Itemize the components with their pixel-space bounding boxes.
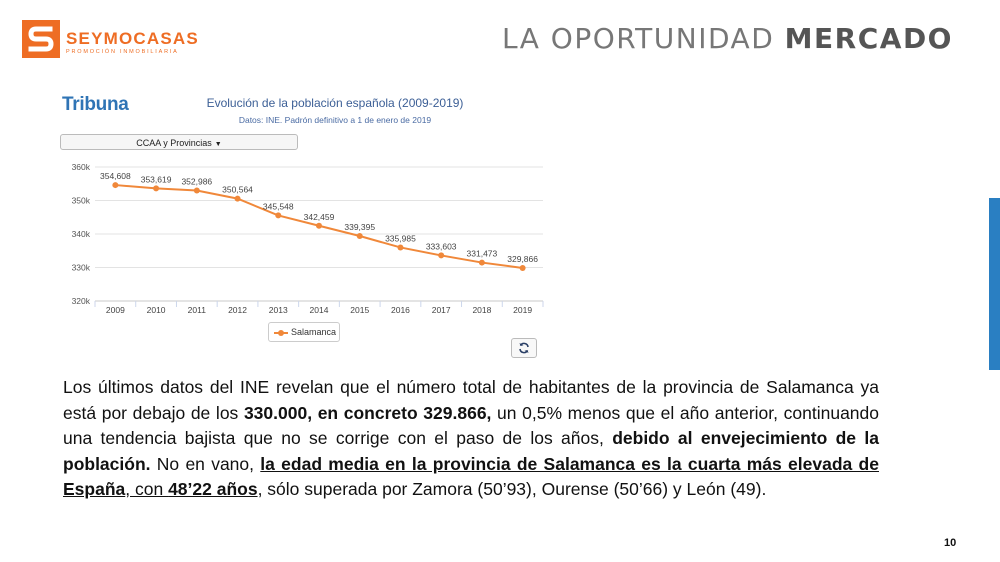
x-tick-label: 2009 — [105, 305, 125, 315]
body-text-1: Los últimos datos del INE revelan que el número total de habitantes de la provincia de Salamanca ya está por debajo de los — [63, 377, 879, 423]
x-tick-label: 2013 — [268, 305, 288, 315]
data-label: 352,986 — [181, 176, 213, 187]
refresh-icon — [518, 342, 530, 354]
data-label: 342,459 — [303, 211, 335, 222]
data-point — [438, 252, 444, 258]
x-tick-label: 2011 — [187, 305, 206, 315]
data-point — [235, 196, 241, 202]
legend-label: Salamanca — [291, 327, 337, 337]
body-bold-2: debido al envejecimiento de la población. — [63, 428, 879, 474]
data-label: 329,866 — [507, 253, 539, 264]
body-underline-1: la edad media en la provincia de Salamanca es la cuarta más elevada de España — [63, 453, 879, 499]
x-tick-label: 2017 — [431, 305, 451, 315]
body-paragraph — [63, 375, 879, 503]
data-point — [479, 260, 485, 266]
body-text-4: , sólo superada por Zamora (50’93), Ourense (50’66) y León (49). — [257, 479, 767, 499]
data-point — [520, 265, 526, 271]
data-label: 339,395 — [344, 222, 376, 233]
y-tick-label: 320k — [71, 296, 90, 306]
x-tick-label: 2014 — [309, 305, 329, 315]
y-tick-label: 350k — [71, 195, 90, 206]
population-line-chart — [0, 0, 560, 320]
x-tick-label: 2018 — [472, 305, 492, 315]
body-underline-2: , con — [125, 479, 169, 499]
data-label: 354,608 — [99, 171, 131, 182]
tribuna-logo: Tribuna — [62, 94, 129, 115]
x-tick-label: 2012 — [228, 305, 248, 315]
x-tick-label: 2015 — [350, 305, 370, 315]
data-point — [153, 185, 159, 191]
data-label: 353,619 — [140, 174, 172, 185]
page-title-light: LA OPORTUNIDAD — [502, 22, 775, 55]
data-label: 345,548 — [262, 201, 294, 212]
x-tick-label: 2016 — [390, 305, 410, 315]
body-bold-1: 330.000, en concreto 329.866, — [243, 402, 492, 423]
legend-marker-icon — [274, 328, 288, 338]
data-point — [316, 223, 322, 229]
logo-name: SEYMOCASAS — [66, 29, 199, 48]
data-point — [194, 187, 200, 193]
logo-tagline: PROMOCIÓN INMOBILIARIA — [66, 49, 179, 55]
data-label: 333,603 — [425, 241, 457, 252]
chart-title: Evolución de la población española (2009-2019) — [206, 96, 464, 110]
body-underline-3: 48’22 años — [168, 479, 258, 499]
y-tick-label: 340k — [71, 229, 90, 239]
x-tick-label: 2010 — [146, 305, 166, 315]
y-tick-label: 360k — [71, 162, 90, 172]
body-text-2: un 0,5% menos que el año anterior, continuando una tendencia bajista que no se corrige con el paso de los años, — [63, 402, 879, 448]
caret-down-icon: ▼ — [214, 141, 222, 148]
data-label: 350,564 — [222, 184, 253, 195]
refresh-button[interactable] — [511, 338, 537, 358]
page-number: 10 — [944, 537, 957, 549]
data-label: 331,473 — [466, 248, 498, 259]
accent-bar — [989, 198, 1000, 370]
page-title — [502, 22, 953, 55]
data-point — [275, 212, 281, 218]
chart-subtitle: Datos: INE. Padrón definitivo a 1 de enero de 2019 — [238, 115, 432, 125]
data-point — [357, 233, 363, 239]
legend-item-salamanca[interactable] — [268, 322, 340, 342]
body-text-3: No en vano, — [150, 453, 261, 474]
x-tick-label: 2019 — [513, 305, 533, 315]
data-label: 335,985 — [385, 233, 416, 244]
data-point — [397, 244, 403, 250]
page-title-bold: MERCADO — [784, 22, 953, 55]
y-tick-label: 330k — [71, 262, 90, 273]
region-filter-label: CCAA y Provincias — [136, 138, 212, 148]
data-point — [112, 182, 118, 188]
